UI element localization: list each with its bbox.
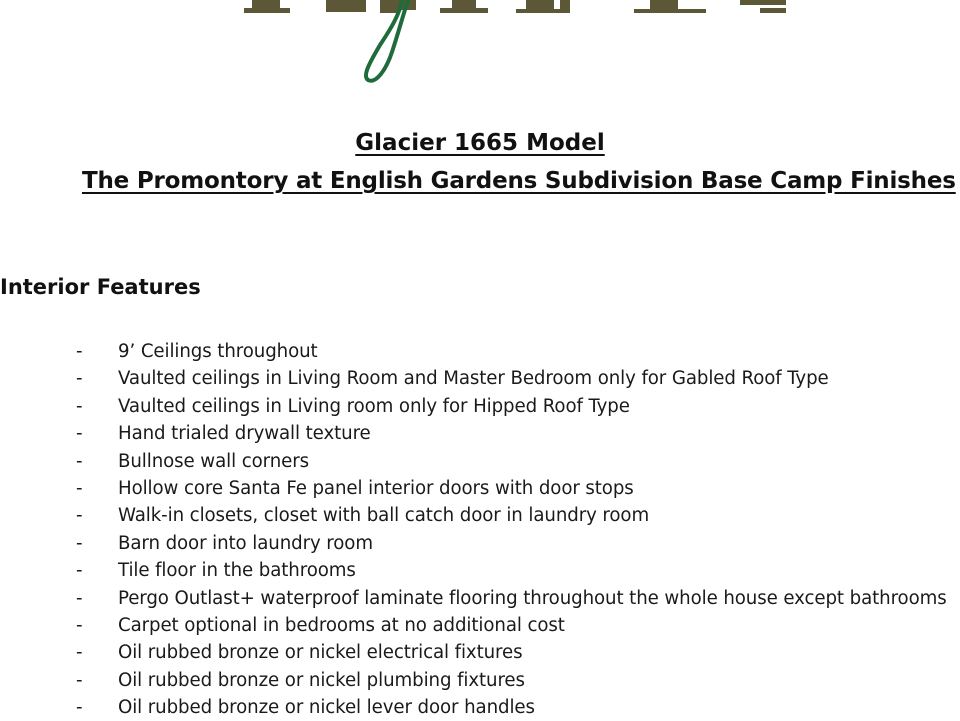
list-item — [0, 420, 960, 447]
list-item — [0, 502, 960, 529]
section-heading: Interior Features — [0, 275, 201, 299]
list-item-text: Vaulted ceilings in Living room only for Hipped Roof Type — [118, 395, 630, 417]
list-item-text: Tile floor in the bathrooms — [118, 560, 356, 582]
list-bullet: - — [76, 587, 83, 609]
list-bullet: - — [76, 642, 83, 664]
list-item — [0, 365, 960, 392]
list-bullet: - — [76, 368, 83, 390]
list-bullet: - — [76, 477, 83, 499]
list-item-text: Oil rubbed bronze or nickel plumbing fixtures — [118, 669, 525, 691]
list-bullet: - — [76, 395, 83, 417]
list-item-text: Walk-in closets, closet with ball catch door in laundry room — [118, 505, 650, 527]
list-item-text: Hand trialed drywall texture — [118, 423, 371, 445]
feature-list — [0, 338, 960, 721]
document-title: Glacier 1665 Model — [355, 130, 605, 156]
list-bullet: - — [76, 450, 83, 472]
company-logo — [230, 0, 800, 90]
list-bullet: - — [76, 505, 83, 527]
list-item — [0, 585, 960, 612]
list-item — [0, 557, 960, 584]
list-item — [0, 612, 960, 639]
list-item-text: Bullnose wall corners — [118, 450, 309, 472]
list-item — [0, 393, 960, 420]
document-subtitle: The Promontory at English Gardens Subdivision Base Camp Finishes — [82, 168, 956, 194]
list-item — [0, 475, 960, 502]
list-item — [0, 338, 960, 365]
list-item-text: 9’ Ceilings throughout — [118, 341, 318, 362]
list-item-text: Oil rubbed bronze or nickel lever door handles — [118, 697, 535, 719]
list-item — [0, 667, 960, 694]
list-item — [0, 694, 960, 721]
list-bullet: - — [76, 532, 83, 554]
list-bullet: - — [76, 560, 83, 582]
list-item — [0, 639, 960, 666]
list-item-text: Pergo Outlast+ waterproof laminate flooring throughout the whole house except bathrooms — [118, 587, 947, 609]
list-bullet: - — [76, 697, 83, 719]
list-item-text: Barn door into laundry room — [118, 532, 373, 554]
list-item-text: Carpet optional in bedrooms at no additional cost — [118, 614, 565, 636]
list-item-text: Oil rubbed bronze or nickel electrical fixtures — [118, 642, 523, 664]
list-item — [0, 530, 960, 557]
list-item-text: Vaulted ceilings in Living Room and Master Bedroom only for Gabled Roof Type — [118, 368, 829, 390]
list-bullet: - — [76, 341, 83, 362]
list-item — [0, 448, 960, 475]
list-item-text: Hollow core Santa Fe panel interior doors with door stops — [118, 477, 634, 499]
list-bullet: - — [76, 423, 83, 445]
list-bullet: - — [76, 614, 83, 636]
list-bullet: - — [76, 669, 83, 691]
